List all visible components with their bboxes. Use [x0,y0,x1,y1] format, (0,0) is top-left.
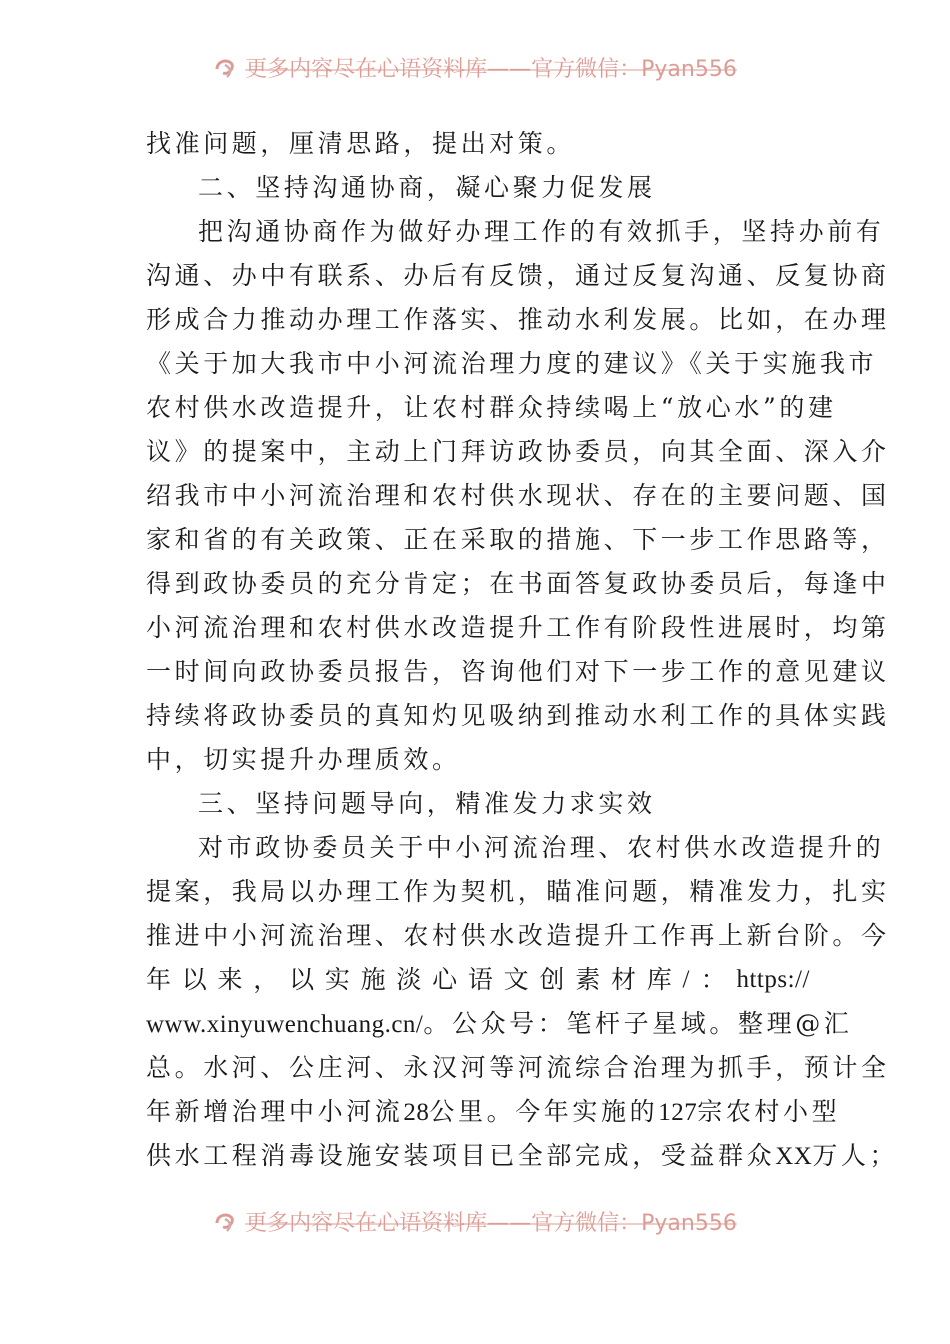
text-line: 一时间向政协委员报告，咨询他们对下一步工作的意见建议 [146,657,890,686]
header-watermark [0,52,950,86]
text-line: 年 以 来 ， 以 实 施 淡 心 语 文 创 素 材 库 / ： https:// [146,965,810,994]
watermark-text: 更多内容尽在心语资料库——官方微信：Pyan556 [245,1211,737,1236]
text-line: 形成合力推动办理工作落实、推动水利发展。比如，在办理 [146,305,890,334]
text-line: 家和省的有关政策、正在采取的措施、下一步工作思路等， [146,525,890,554]
text-line: 持续将政协委员的真知灼见吸纳到推动水利工作的具体实践 [146,701,890,730]
text-line: 三、坚持问题导向，精准发力求实效 [198,789,656,818]
text-line: 农村供水改造提升，让农村群众持续喝上“放心水”的建 [146,393,837,422]
watermark-logo-icon [213,1209,239,1235]
watermark-logo-icon [213,55,239,81]
text-line: 中，切实提升办理质效。 [146,745,461,774]
text-line: 总。水河、公庄河、永汉河等河流综合治理为抓手，预计全 [146,1053,890,1082]
text-line: www.xinyuwenchuang.cn/。公众号：笔杆子星域。整理@汇 [146,1009,853,1038]
text-line: 沟通、办中有联系、办后有反馈，通过反复沟通、反复协商 [146,261,890,290]
text-line: 《关于加大我市中小河流治理力度的建议》《关于实施我市 [146,349,878,378]
text-line: 二、坚持沟通协商，凝心聚力促发展 [198,173,656,202]
text-line: 对市政协委员关于中小河流治理、农村供水改造提升的 [198,833,885,862]
text-line: 供水工程消毒设施安装项目已全部完成，受益群众XX万人； [146,1141,899,1170]
text-line: 提案，我局以办理工作为契机，瞄准问题，精准发力，扎实 [146,877,890,906]
text-line: 绍我市中小河流治理和农村供水现状、存在的主要问题、国 [146,481,890,510]
footer-watermark [0,1206,950,1240]
text-line: 把沟通协商作为做好办理工作的有效抓手，坚持办前有 [198,217,885,246]
watermark-text: 更多内容尽在心语资料库——官方微信：Pyan556 [245,57,737,82]
text-line: 推进中小河流治理、农村供水改造提升工作再上新台阶。今 [146,921,890,950]
document-body [146,122,899,1178]
text-line: 议》的提案中，主动上门拜访政协委员，向其全面、深入介 [146,437,890,466]
text-line: 得到政协委员的充分肯定；在书面答复政协委员后，每逢中 [146,569,890,598]
text-line: 小河流治理和农村供水改造提升工作有阶段性进展时，均第 [146,613,890,642]
text-line: 找准问题，厘清思路，提出对策。 [146,129,576,158]
text-line: 年新增治理中小河流28公里。今年实施的127宗农村小型 [146,1097,841,1126]
